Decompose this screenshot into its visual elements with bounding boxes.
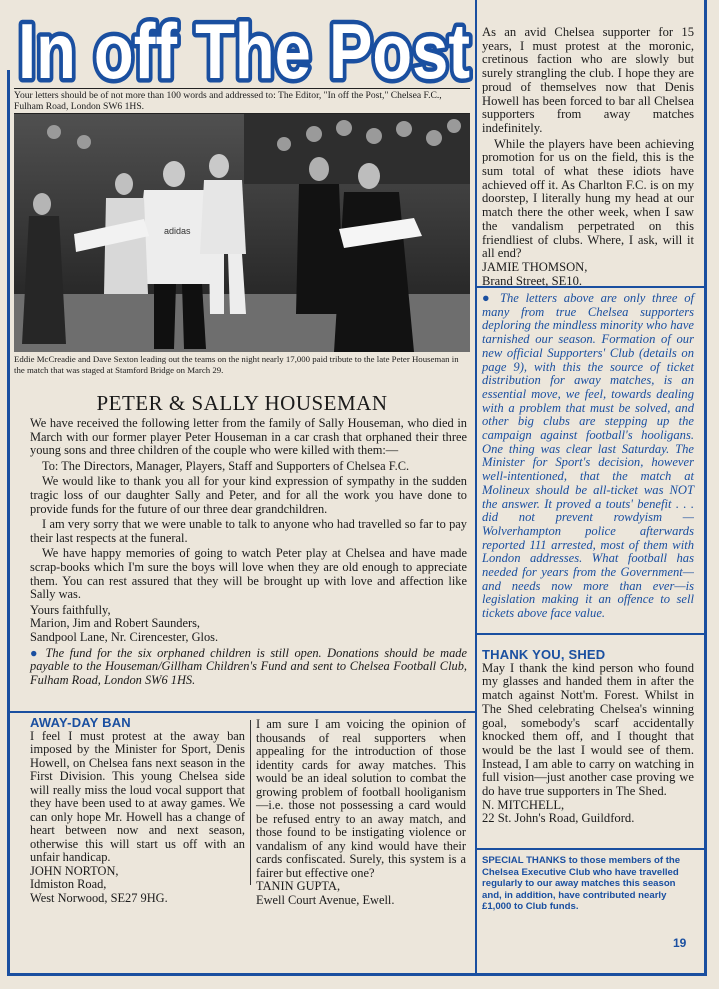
section-title xyxy=(12,6,474,90)
blue-rule-right xyxy=(704,0,707,976)
page-number: 19 xyxy=(673,936,687,950)
column-divider xyxy=(250,720,251,885)
editorial-comment xyxy=(482,292,694,621)
houseman-funeral: I am very sorry that we were unable to talk to anyone who had travelled so far to pay their last respects at the funeral. xyxy=(30,517,467,545)
shed-addr: 22 St. John's Road, Guildford. xyxy=(482,811,635,826)
editorial-body: The letters above are only three of many from true Chelsea supporters deploring the mindless minority who have tarnished our season. Formation of our new official Supporters' Club (details on page 9), with this the source of ticket distribution for away matches, is an essential move, we feel, towards dealing with a problem that must be solved, and other big clubs are stepping up the campaign against football's hooligans. One thing was clear last Saturday. The Minister for Sport's decision, however well-intentioned, that the match at Molineux should be all-ticket was NOT the answer. It proved a touts' benefit . . . did not prevent rowdyism —Wolverhampton police afterwards reported 111 arrested, most of them with London addresses. What football has needed for years from the Government—and needs now more than ever—is legislation making it an offence to sell tickets above face value. xyxy=(482,291,694,621)
away-day-addr1: Idmiston Road, xyxy=(30,877,107,891)
shed-name: N. MITCHELL, xyxy=(482,797,565,812)
special-thanks: SPECIAL THANKS to those members of the Chelsea Executive Club who have travelled regularly to our away matches this season and, in addition, have contributed nearly £1,000 to Club funds. xyxy=(482,855,681,913)
houseman-thanks: We would like to thank you all for your kind expression of sympathy in the sudden tragic loss of our daughter Sally and Peter, and for all the work you have done to provide funds for the future of our three dear grandchildren. xyxy=(30,474,467,516)
letter-identity-cards xyxy=(256,718,466,907)
shed-heading: THANK YOU, SHED xyxy=(482,647,606,662)
gupta-name: TANIN GUPTA, xyxy=(256,879,341,893)
blue-rule-letters-top xyxy=(10,711,475,713)
houseman-signatories: Marion, Jim and Robert Saunders, xyxy=(30,616,201,631)
thomson-addr: Brand Street, SE10. xyxy=(482,273,583,288)
away-day-name: JOHN NORTON, xyxy=(30,863,119,878)
blue-rule-editorial-bottom xyxy=(477,633,705,635)
houseman-memories: We have happy memories of going to watch Peter play at Chelsea and have made scrap-books which I'm sure the boys will love when they are old enough to appreciate them. You can rest assured that they will be brought up with love and affection like Sally was. xyxy=(30,546,467,602)
houseman-address: Sandpool Lane, Nr. Cirencester, Glos. xyxy=(30,629,219,644)
houseman-letter xyxy=(30,417,467,687)
away-day-body: I feel I must protest at the away ban imposed by the Minister for Sport, Denis Howell, on Chelsea fans next season in the First Division. This young Chelsea side will really miss the loud vocal support that they have been used to at away games. We can only hope Mr. Howell has a change of heart between now and next season, otherwise this will start us off with an unfair handicap. xyxy=(30,728,245,864)
bullet-icon: ● xyxy=(30,645,40,660)
letter-thomson xyxy=(482,26,694,288)
away-day-addr2: West Norwood, SE27 9HG. xyxy=(30,890,168,905)
letter-away-day-ban xyxy=(30,716,245,905)
blue-rule-special-top xyxy=(477,848,705,850)
bullet-icon: ● xyxy=(482,291,494,305)
submission-note: Your letters should be of not more than 100 words and addressed to: The Editor, "In off the Post," Chelsea F.C., Fulham Road, London SW6 1HS. xyxy=(14,88,470,114)
photo-sign-text: adidas xyxy=(164,226,191,236)
blue-rule-bottom xyxy=(7,973,707,976)
blue-rule-left xyxy=(7,70,10,976)
thomson-name: JAMIE THOMSON, xyxy=(482,259,588,274)
thomson-p2: While the players have been achieving promotion for us on the field, this is the sum total of what these idiots have achieved off it. As Charlton F.C. is on my doorstep, I literally hung my head at our match there the other week, when I saw the vandalism perpetrated on this friendliest of clubs. Where, I ask, will it all end? xyxy=(482,136,694,261)
blue-rule-middle xyxy=(475,0,477,976)
houseman-sign-off: Yours faithfully, xyxy=(30,602,111,617)
houseman-intro: We have received the following letter from the family of Sally Houseman, who died in March with our former player Peter Houseman in a car crash that orphaned their three young sons and three children of the couple who were killed with them:— xyxy=(30,416,467,458)
fund-note-text: The fund for the six orphaned children is still open. Donations should be made payable to the Houseman/Gillham Children's Fund and sent to Chelsea Football Club, Fulham Road, London SW6 1HS. xyxy=(30,645,468,687)
gupta-addr: Ewell Court Avenue, Ewell. xyxy=(256,892,395,907)
letter-thank-you-shed xyxy=(482,648,694,826)
away-day-heading: AWAY-DAY BAN xyxy=(30,715,131,730)
editorial-body-wrap xyxy=(482,292,694,621)
title-text: In off The Post xyxy=(18,7,471,90)
houseman-addressee: To: The Directors, Manager, Players, Staff and Supporters of Chelsea F.C. xyxy=(42,458,410,473)
photo-players-walking-out xyxy=(14,114,470,352)
gupta-body: I am sure I am voicing the opinion of thousands of real supporters when appealing for the introduction of those identity cards for away matches. This would be an ideal solution to combat the growing problem of football hooliganism—i.e. those not possessing a card would be refused entry to an away match, and those found to be instigating violence or vandalism of any kind would have their cards confiscated. Surely, this system is a fairer but effective one? xyxy=(256,717,466,880)
shed-body: May I thank the kind person who found my glasses and handed them in after the match against Nott'm. Forest. Whilst in The Shed celebrating Chelsea's winning goal, somebody's scarf accidentally knocked them off, and I thought that would be the last I would see of them. Instead, I am able to carry on watching in full vision—just another case proving we do have true supporters in The Shed. xyxy=(482,660,694,799)
thomson-p1: As an avid Chelsea supporter for 15 years, I must protest at the moronic, cretinous faction who are slowly but surely strangling the club. I hope they are proud of themselves now that Denis Howell has been forced to bar all Chelsea supporters from away matches indefinitely. xyxy=(482,25,694,135)
photo-caption: Eddie McCreadie and Dave Sexton leading out the teams on the night nearly 17,000 paid tribute to the late Peter Houseman in the match that was staged at Stamford Bridge on March 29. xyxy=(14,354,459,375)
houseman-fund-note xyxy=(30,647,467,688)
houseman-headline: PETER & SALLY HOUSEMAN xyxy=(96,391,388,415)
